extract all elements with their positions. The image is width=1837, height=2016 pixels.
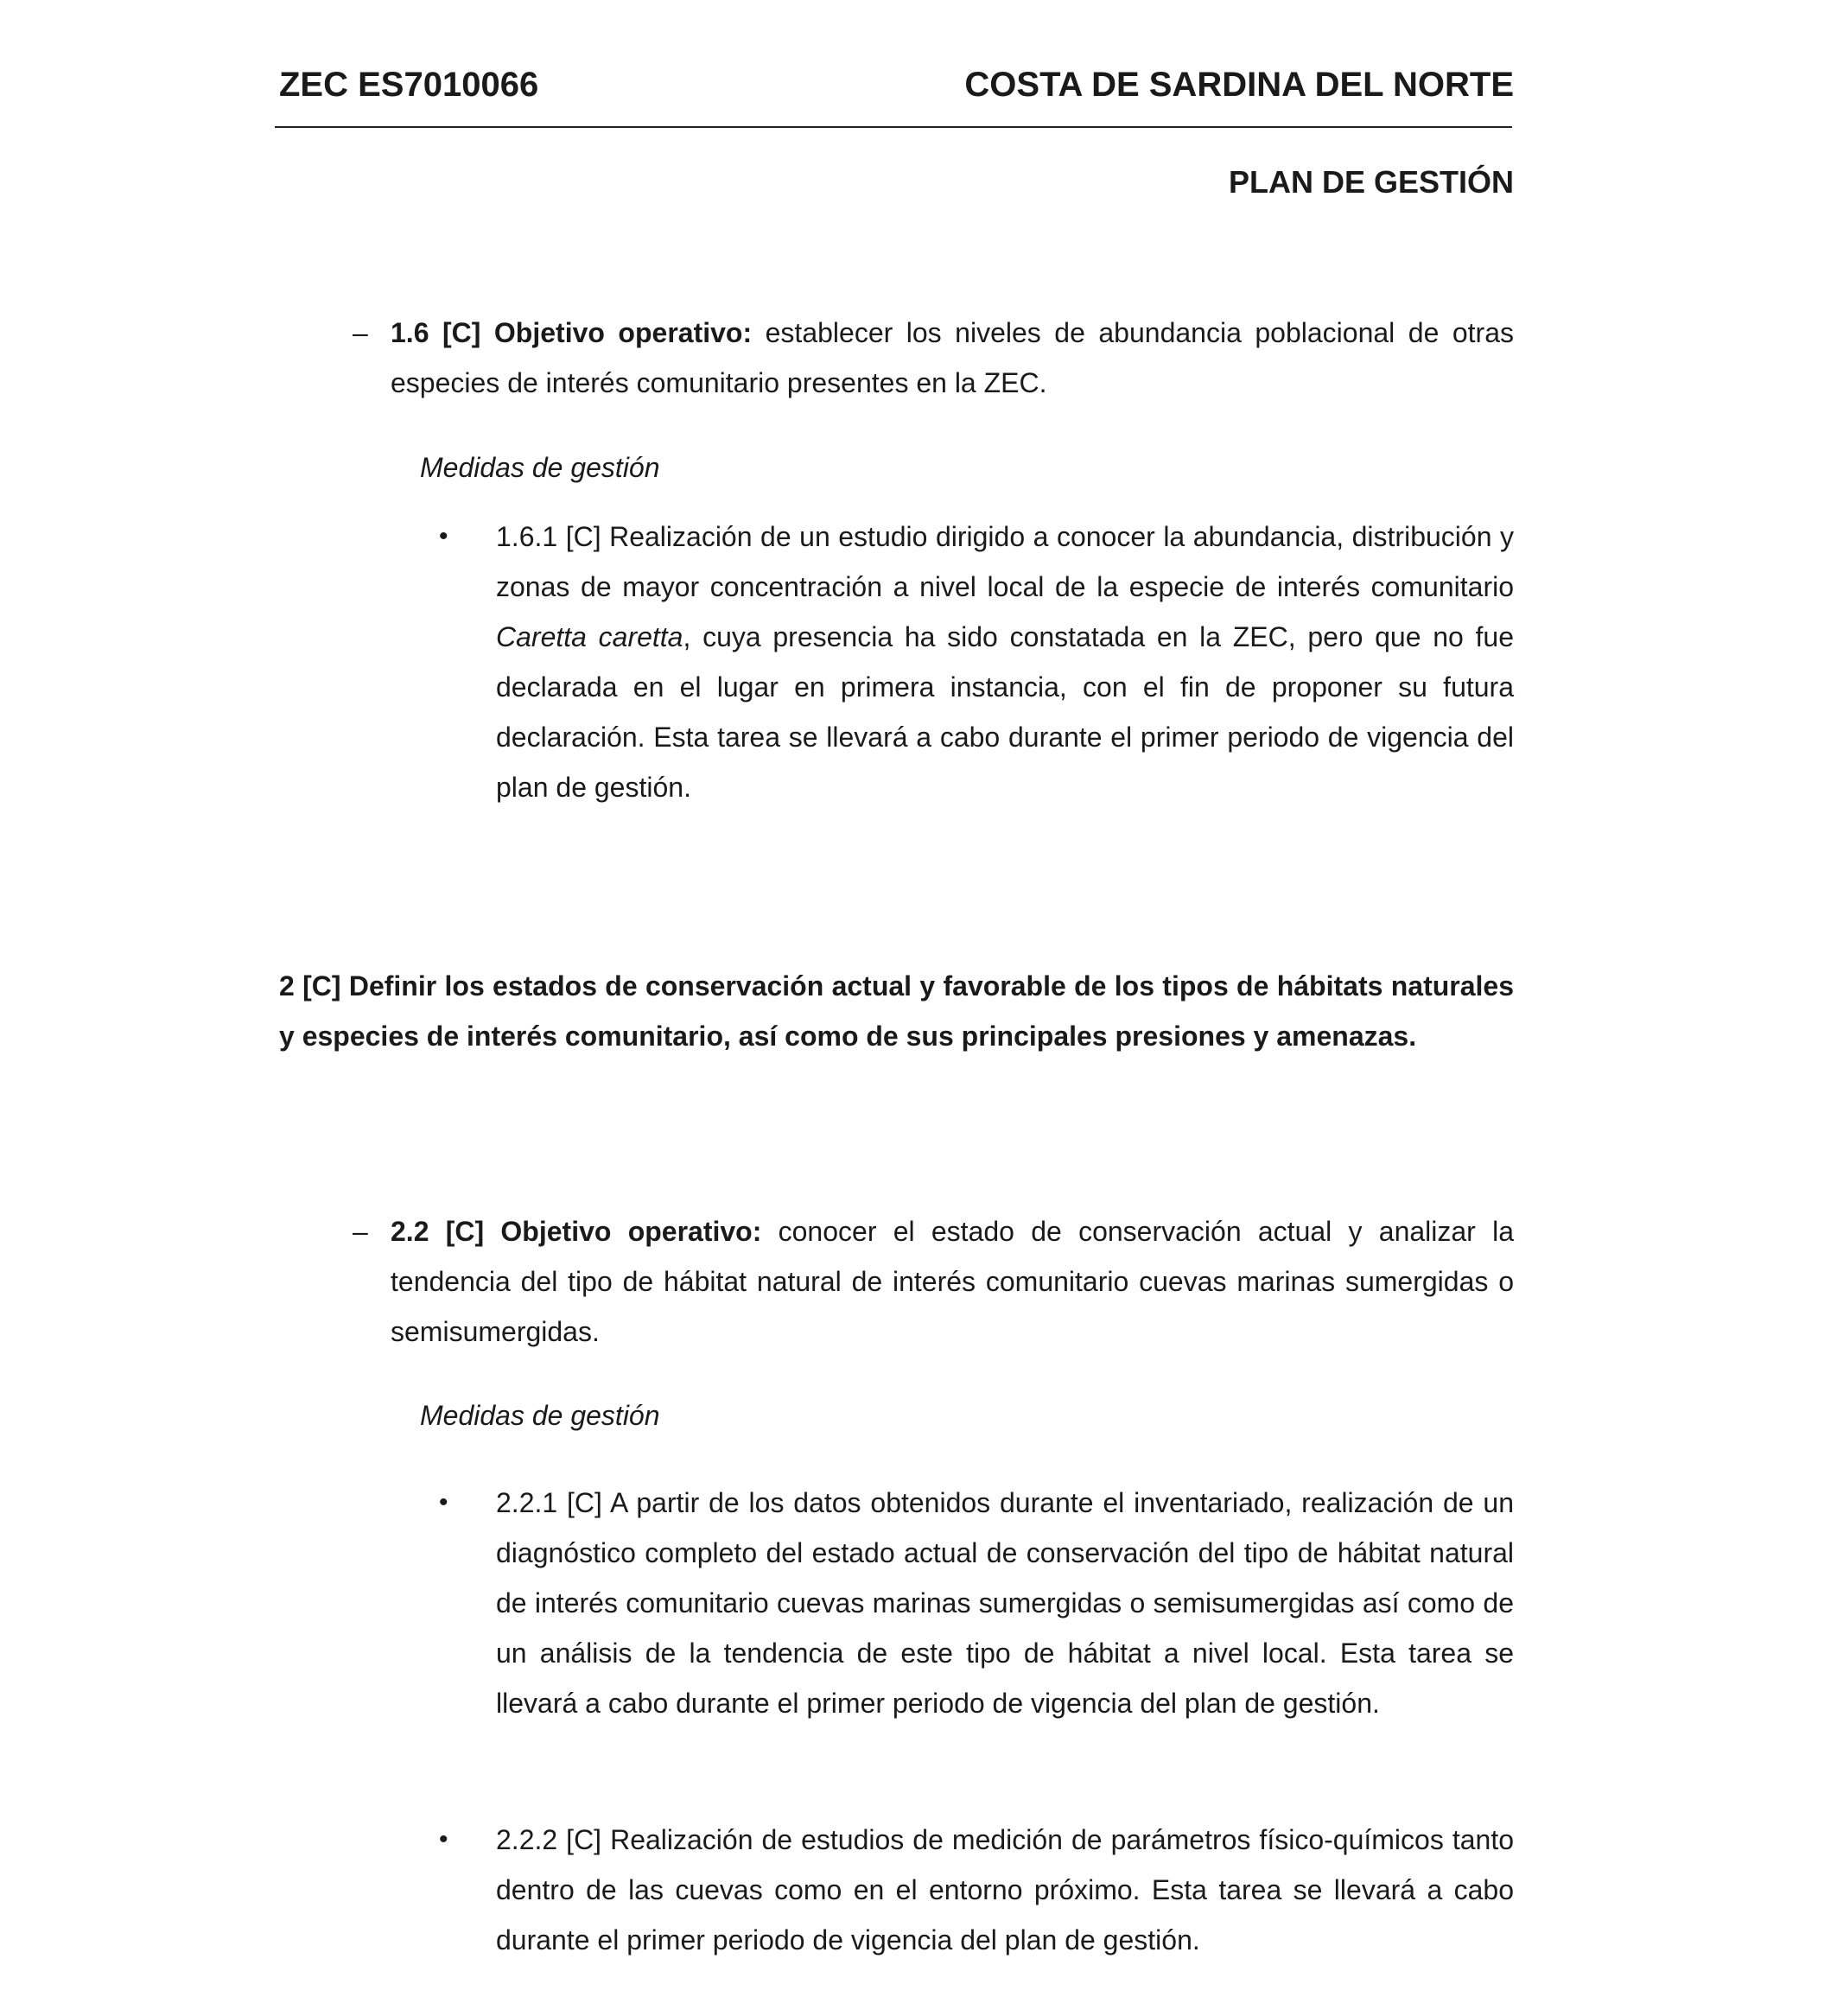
objective-1-6 (353, 308, 1515, 408)
measure-2-2-2-text: 2.2.2 [C] Realización de estudios de medición de parámetros físico-químicos tanto dentro de las cuevas como en el entorno próximo. Esta tarea se llevará a cabo durante el primer periodo de vigencia del plan de gestión. (496, 1824, 1514, 1956)
header-site-code: ZEC ES7010066 (279, 66, 539, 104)
bullet-marker: • (439, 1488, 448, 1517)
objective-2-2-text (391, 1206, 1514, 1357)
measure-1-6-1-text-b: , cuya presencia ha sido constatada en la ZEC, pero que no fue declarada en el lugar en primera instancia, con el fin de proponer su futura declaración. Esta tarea se llevará a cabo durante el primer periodo de vigencia del plan de gestión. (496, 621, 1515, 803)
objective-1-6-body: establecer los niveles de abundancia poblacional de otras especies de interés comunitario presentes en la ZEC. (391, 317, 1515, 398)
objective-1-6-label: 1.6 [C] Objetivo operativo: (391, 317, 753, 348)
dash-marker: – (353, 317, 368, 348)
measure-2-2-2 (439, 1815, 1514, 1965)
objective-2-2-body: conocer el estado de conservación actual y analizar la tendencia del tipo de hábitat natural de interés comunitario cuevas marinas sumergidas o semisumergidas. (391, 1216, 1514, 1347)
measure-2-2-1 (439, 1478, 1514, 1728)
objective-2-2-label: 2.2 [C] Objetivo operativo: (391, 1216, 762, 1247)
measure-2-2-1-text: 2.2.1 [C] A partir de los datos obtenidos durante el inventariado, realización de un diagnóstico completo del estado actual de conservación del tipo de hábitat natural de interés comunitario cuevas marinas sumergidas o semisumergidas así como de un análisis de la tendencia de este tipo de hábitat a nivel local. Esta tarea se llevará a cabo durante el primer periodo de vigencia del plan de gestión. (496, 1487, 1514, 1719)
objective-1-6-text (391, 308, 1514, 408)
bullet-marker: • (439, 1825, 448, 1854)
medidas-heading-1: Medidas de gestión (420, 452, 660, 483)
goal-2-heading (279, 961, 1514, 1061)
medidas-heading-2: Medidas de gestión (420, 1400, 660, 1431)
goal-2-text: 2 [C] Definir los estados de conservación actual y favorable de los tipos de hábitats naturales y especies de interés comunitario, así como de sus principales presiones y amenazas. (279, 970, 1514, 1052)
dash-marker: – (353, 1216, 368, 1247)
measure-1-6-1-text (496, 512, 1514, 812)
species-name: Caretta caretta (496, 621, 683, 652)
header-plan-title: PLAN DE GESTIÓN (1228, 164, 1514, 200)
measure-1-6-1 (439, 512, 1515, 812)
header-divider (275, 126, 1512, 128)
objective-2-2 (353, 1206, 1514, 1357)
header-site-name: COSTA DE SARDINA DEL NORTE (964, 66, 1514, 104)
measure-1-6-1-text-a: 1.6.1 [C] Realización de un estudio dirigido a conocer la abundancia, distribución y zonas de mayor concentración a nivel local de la especie de interés comunitario (496, 521, 1514, 602)
bullet-marker: • (439, 522, 448, 550)
